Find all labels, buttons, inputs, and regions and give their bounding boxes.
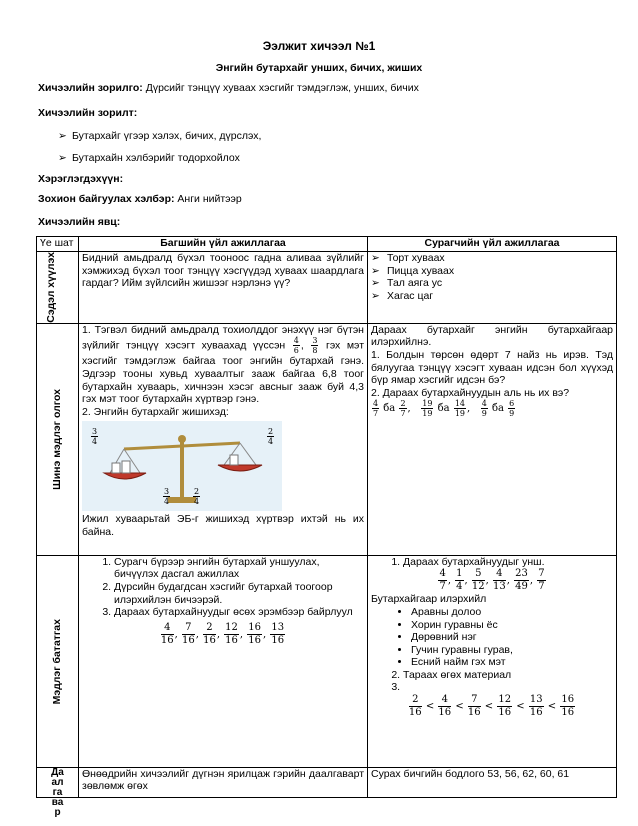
list-item: 3. Дараах бутархайнуудыг өсөх эрэмбээр байрлуул	[114, 606, 364, 619]
header-stage: Үе шат	[37, 237, 79, 252]
list-item: • Аравны долоо	[411, 606, 613, 619]
method-line	[38, 193, 242, 205]
objective-label: Хичээлийн зорилт:	[38, 107, 138, 119]
list-item: • Дөрөвний нэг	[411, 631, 613, 644]
arrow-bullet-icon: ➢	[58, 130, 67, 142]
list-item: 2. Тараах өгөх материал	[403, 669, 613, 682]
read-fractions: $\frac{4}{7}$ , $\frac{1}{4}$ , $\frac{5}{12}$ , $\frac{4}{13}$ , $\frac{23}{49}$ , $\frac{7}{7}$	[439, 568, 545, 593]
list-item: • Есний найм гэх мэт	[411, 656, 613, 669]
materials-label: Хэрэглэгдэхүүн:	[38, 173, 124, 185]
table-row-new-knowledge	[37, 323, 617, 555]
method-text: Анги нийтээр	[177, 193, 242, 205]
goal-text: Дүрсийг тэнцүү хуваах хэсгийг тэмдэглэж, унших, бичих	[145, 82, 419, 94]
stage-label: Шинэ мэдлэг олгох	[51, 388, 64, 490]
flow-label: Хичээлийн явц:	[38, 216, 121, 228]
list-item: • Хорин гуравны ёс	[411, 619, 613, 632]
goal-label: Хичээлийн зорилго:	[38, 82, 143, 94]
table-row-motivation	[37, 252, 617, 324]
fraction: $\frac{3}{8}$	[312, 336, 318, 356]
student-activity	[368, 252, 617, 324]
header-student: Сурагчийн үйл ажиллагаа	[368, 237, 617, 252]
list-item: 2. Дүрсийн будагдсан хэсгийг бутархай тоогоор илэрхийлэн бичээрэй.	[114, 581, 364, 606]
student-activity: 1. Дараах бутархайнуудыг унш. $\frac{4}{7}$ , $\frac{1}{4}$ , $\frac{5}{12}$ , $\frac{4}{13}$ , $\frac{23}{49}$ , $\frac{7}{7}$ Бутархайгаар илэрхийл • Аравны долоо • Хорин гуравны ёс • Дөрөвний нэг • Гучин гуравны гурав, • Есний найм гэх мэт 2. Тараах өгөх материал 3. $\frac{2}{16}$ < $\frac{4}{16}$ < $\frac{7}{16}$ < $\frac{12}{16}$ < $\frac{13}{16}$ < $\frac{16}{16}$	[368, 555, 617, 767]
lesson-subtitle: Энгийн бутархайг унших, бичих, жиших	[215, 62, 423, 74]
student-activity: Дараах бутархайг энгийн бутархайгаар илэрхийлнэ. 1. Болдын төрсөн өдөрт 7 найз нь ирэв. Тэд бялуугаа тэнцүү хэсэгт хуваан идсэн бол хүүхэд бүр ямар хэсгийг идсэн бэ? 2. Дараах бутархайнуудын аль нь их вэ? $\frac{4}{7}$ ба $\frac{2}{7}$ , $\frac{19}{19}$ ба $\frac{14}{19}$ , $\frac{4}{9}$ ба $\frac{6}{9}$	[368, 323, 617, 555]
list-item	[403, 681, 613, 694]
list-item: 1. Сурагч бүрээр энгийн бутархай уншуулах, бичүүлэх дасгал ажиллах	[114, 556, 364, 581]
teacher-activity: Бидний амьдралд бүхэл тооноос гадна аливаа зүйлийг хэмжихэд бүхэл тоог тэнцүү хэсгүүдэд хуваах шаардлага гардаг? Ийм зүйлсийн жишээг нэрлэнэ үү?	[79, 252, 368, 324]
arrow-bullet-icon: ➢	[58, 152, 67, 164]
fraction: $\frac{4}{6}$	[293, 336, 299, 356]
page-title: Ээлжит хичээл №1	[262, 39, 376, 53]
fraction: $\frac{2}{4}$	[194, 487, 200, 507]
fraction: $\frac{3}{4}$	[164, 487, 170, 507]
objective-item: ➢ Бутархайг үгээр хэлэх, бичих, дүрслэх,	[58, 130, 262, 142]
compare-intro: 2. Энгийн бутархайг жишихэд:	[82, 405, 229, 418]
teacher-activity: Өнөөдрийн хичээлийг дүгнэн ярилцаж гэрийн даалгаварт зөвлөмж өгөх	[79, 767, 368, 797]
teacher-activity: 1. Тэгвэл бидний амьдралд тохиолддог энэхүү нэг бүтэн зүйлийг тэнцүү хэсэгт хуваахад үүссэн $\frac{4}{6}$ , $\frac{3}{8}$ гэх мэт хэсгийг тэмдэглэж байгаа тоог энгийн бутархай гэнэ. Эдгээр тооны хувьд хуваалтыг зааж байгаа 6,8 тоог бутархайн хуваарь, хичнээн хэсэг авсныг зааж буй 4,3 гэх мэт тоог бутархайн хүртвэр гэнэ. 2. Энгийн бутархайг жишихэд: $\frac{3}{4}$ $\frac{2}{4}$ $\frac{3}{4}$ $\frac{2}{4}$ Ижил хуваарьтай ЭБ-г жишихэд хүртвэр ихтэй нь их байна.	[79, 323, 368, 555]
balance-scale-image	[82, 421, 282, 511]
ordered-fractions: $\frac{2}{16}$ < $\frac{4}{16}$ < $\frac{7}{16}$ < $\frac{12}{16}$ < $\frac{13}{16}$ < $\frac{16}{16}$	[408, 694, 575, 719]
table-row-homework	[37, 767, 617, 797]
stage-label: Даалгавар	[51, 767, 64, 819]
lesson-table	[36, 236, 617, 819]
list-item: ➢ Тал аяга ус	[387, 277, 613, 290]
balance-scale-icon	[82, 421, 282, 511]
teacher-activity	[79, 555, 368, 767]
list-item: • Гучин гуравны гурав,	[411, 644, 613, 657]
student-activity: Сурах бичгийн бодлого 53, 56, 62, 60, 61	[368, 767, 617, 797]
objective-item: ➢ Бутархайн хэлбэрийг тодорхойлох	[58, 152, 240, 164]
fraction: $\frac{3}{4}$	[92, 427, 98, 447]
fraction: $\frac{2}{4}$	[268, 427, 274, 447]
stage-label: Мэдлэг бататгах	[51, 618, 64, 704]
list-item: ➢ Пицца хуваах	[387, 265, 613, 278]
compare-rule: Ижил хуваарьтай ЭБ-г жишихэд хүртвэр ихтэй нь их байна.	[82, 513, 364, 538]
goal-line	[38, 82, 419, 94]
stage-label: Сэдэл хүүлэх	[44, 252, 57, 323]
order-fractions: $\frac{4}{16}$ , $\frac{7}{16}$ , $\frac{2}{16}$ , $\frac{12}{16}$ , $\frac{16}{16}$ , $\frac{13}{16}$	[160, 621, 285, 646]
compare-fractions: $\frac{4}{7}$ ба $\frac{2}{7}$ , $\frac{19}{19}$ ба $\frac{14}{19}$ , $\frac{4}{9}$ ба $\frac{6}{9}$	[373, 399, 515, 419]
method-label: Зохион байгуулах хэлбэр:	[38, 193, 175, 205]
header-teacher: Багшийн үйл ажиллагаа	[79, 237, 368, 252]
table-row-reinforce	[37, 555, 617, 767]
list-item: ➢ Хагас цаг	[387, 290, 613, 303]
list-item: ➢ Торт хуваах	[387, 252, 613, 265]
table-header-row	[37, 237, 617, 252]
list-item: 1. Дараах бутархайнуудыг унш.	[403, 556, 613, 569]
